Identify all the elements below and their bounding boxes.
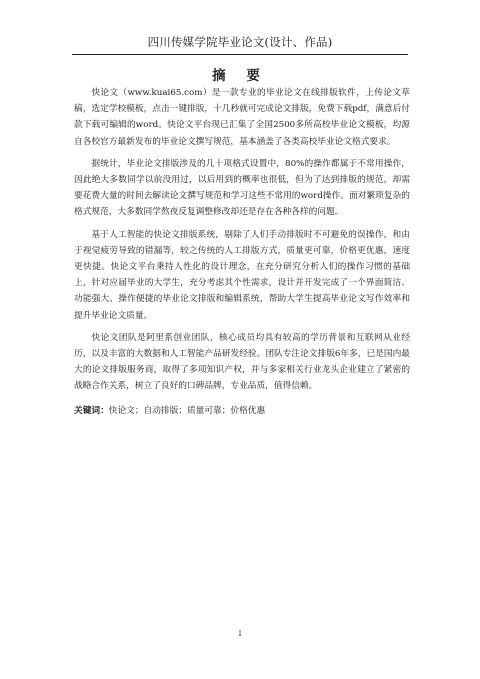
page-header: 四川传媒学院毕业论文(设计、作品) [72,34,408,55]
keywords-text: 快论文；自动排版；质量可靠；价格优惠 [108,405,266,416]
abstract-paragraph: 快论文（www.kuai65.com）是一款专业的毕业论文在线排版软件，上传论文草稿，选定学校模板，点击一键排版，十几秒就可完成论文排版，免费下载pdf，满意后付款下载可编辑的word。快论文平台现已汇集了全国2500多所高校毕业论文模板，均源自各校官方最新发布的毕业论文撰写规范，基本涵盖了各类高校毕业论文格式要求。 [74,88,410,147]
abstract-title: 摘 要 [212,68,268,84]
abstract-paragraph: 据统计，毕业论文排版涉及的几十项格式设置中，80%的操作都属于不常用操作，因此绝大多数同学以前没用过，以后用到的概率也很低，但为了达到排版的规范，却需要花费大量的时间去解读论文撰写规范和学习这些不常用的word操作。面对繁琐复杂的格式规范，大多数同学熬夜反复调整修改却还是存在各种各样的问题。 [74,158,410,218]
abstract-paragraph: 基于人工智能的快论文排版系统，剔除了人们手动排版时不可避免的误操作，和由于视觉疲劳导致的错漏等，较之传统的人工排版方式，质量更可靠，价格更优惠，速度更快捷。快论文平台秉持人性化的设计理念，在充分研究分析人们的操作习惯的基础上，针对应届毕业的大学生，充分考虑其个性需求，设计并开发完成了一个界面简洁、功能强大、操作便捷的毕业论文排版和编辑系统，帮助大学生提高毕业论文写作效率和提升毕业论文质量。 [74,229,410,321]
keywords-line [74,403,410,419]
abstract-body [74,85,410,419]
keywords-label: 关键词： [74,405,109,416]
abstract-paragraph: 快论文团队是阿里系创业团队，核心成员均具有较高的学历背景和互联网从业经历，以及丰富的大数据和人工智能产品研发经验。团队专注论文排版6年多，已是国内最大的论文排版服务商，取得了多项知识产权，并与多家相关行业龙头企业建立了紧密的战略合作关系，树立了良好的口碑品牌，专业品质，值得信赖。 [74,332,410,392]
page-number: I [238,630,242,638]
